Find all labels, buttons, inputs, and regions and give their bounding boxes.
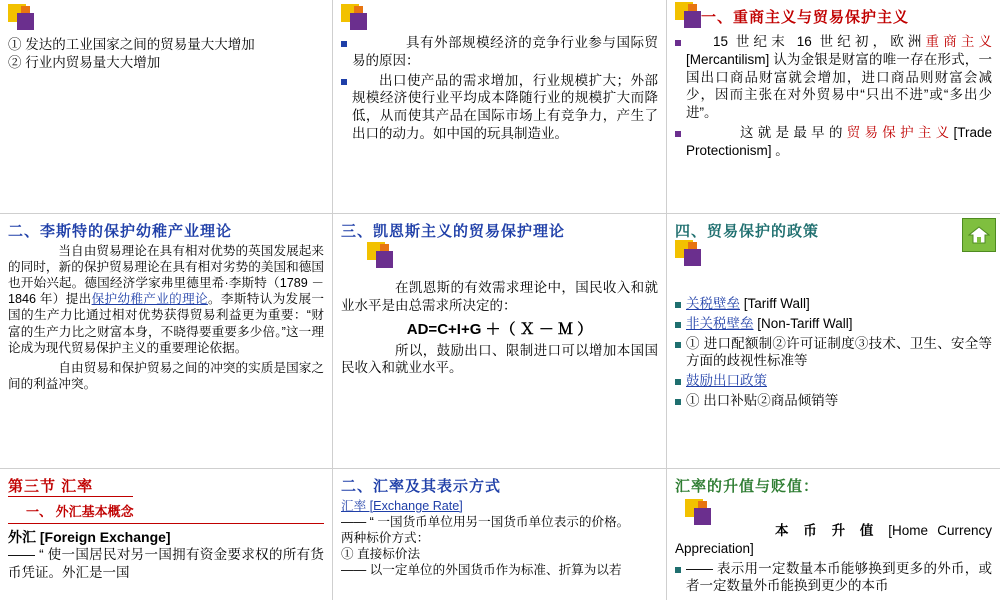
decorative-logo-icon (675, 2, 701, 28)
slide-1-bullet-1: ① 发达的工业国家之间的贸易量大大增加 (8, 37, 255, 52)
slide-5-para-2: 所以，鼓励出口、限制进口可以增加本国国民收入和就业水平。 (341, 342, 658, 376)
slide-5-formula: AD=C+I+G ＋（ Ｘ － Ｍ ） (406, 320, 593, 338)
slide-2 (333, 0, 667, 214)
slide-6-item-5 (675, 392, 992, 410)
slide-7 (0, 469, 333, 600)
slide-8-definition: —— “ 一国货币单位用另一国货币单位表示的价格。 (341, 515, 630, 530)
slide-6-item-2-keyword[interactable]: 非关税壁垒 (686, 315, 754, 331)
slide-5-title: 三、凯恩斯主义的贸易保护理论 (341, 223, 566, 240)
slide-1 (0, 0, 333, 214)
square-bullet-icon (675, 567, 681, 573)
slide-8-term[interactable]: 汇率 [Exchange Rate] (341, 499, 463, 513)
slide-3-title: 一、重商主义与贸易保护主义 (701, 9, 910, 26)
home-icon[interactable] (962, 218, 996, 252)
slide-9-definition-row (675, 560, 992, 596)
square-bullet-icon (675, 342, 681, 348)
square-bullet-icon (675, 322, 681, 328)
slide-3-para1-a: 15 世纪末 16 世纪初，欧洲 (713, 34, 926, 49)
slide-2-bullet-1 (341, 34, 658, 70)
slide-3-keyword-protectionism: 贸易保护主义 (846, 125, 954, 141)
slide-2-bullet-2 (341, 72, 658, 143)
slide-8-title: 二、汇率及其表示方式 (341, 478, 502, 495)
slide-8-line-3: 两种标价方式： (341, 531, 430, 546)
decorative-logo-icon (685, 499, 711, 525)
square-bullet-icon (675, 379, 681, 385)
square-bullet-icon (341, 79, 347, 85)
slide-4-para-2: 自由贸易和保护贸易之间的冲突的实质是国家之间的利益冲突。 (8, 360, 324, 391)
slide-4-keyword-infant-industry: 保护幼稚产业的理论 (91, 292, 208, 307)
slide-6-item-3 (675, 335, 992, 371)
slide-3 (667, 0, 1000, 214)
slide-3-para2-b: [Trade Protectionism] 。 (686, 125, 992, 158)
square-bullet-icon (675, 302, 681, 308)
slide-3-para-1 (675, 33, 992, 122)
square-bullet-icon (675, 131, 681, 137)
slide-7-definition: —— “ 使一国居民对另一国拥有资金要求权的所有货币凭证。外汇是一国 (8, 547, 324, 581)
slide-6-title: 四、贸易保护的政策 (675, 223, 820, 240)
slide-8-line-5: —— 以一定单位的外国货币作为标准、折算为以若 (341, 563, 622, 578)
slide-6-item-3-text: ① 进口配额制②许可证制度③技术、卫生、安全等方面的歧视性标准等 (686, 335, 992, 369)
slide-4-para1-a: 当自由贸易理论在具有相对优势的英国发展起来的同时，新的保护贸易理论在具有相对劣势的美国和德国也开始兴起。德国经济学家弗里德里希·李斯特（1789 － 1846 年）提出 (8, 244, 324, 307)
slide-2-bullet-1-text: 具有外部规模经济的竞争行业参与国际贸易的原因： (352, 35, 658, 68)
slide-5 (333, 214, 667, 469)
slide-3-keyword-mercantilism: 重商主义 (925, 34, 992, 49)
decorative-logo-icon (367, 242, 393, 268)
slide-8 (333, 469, 667, 600)
square-bullet-icon (341, 41, 347, 47)
slide-6-item-1-keyword[interactable]: 关税壁垒 (686, 296, 740, 311)
slide-9-title: 汇率的升值与贬值： (675, 478, 820, 495)
slide-6-item-5-text: ① 出口补贴②商品倾销等 (686, 393, 839, 409)
slide-2-bullet-2-text: 出口使产品的需求增加，行业规模扩大；外部规模经济使行业平均成本降随行业的规模扩大而降低，从而使其产品在国际市场上有竞争力，产生了出口的动力。如中国的玩具制造业。 (352, 72, 658, 142)
slide-8-line-4: ① 直接标价法 (341, 547, 421, 562)
slide-9-term-en: [Home Currency Appreciation] (675, 523, 992, 556)
slide-9 (667, 469, 1000, 600)
slide-1-bullet-2: ② 行业内贸易量大大增加 (8, 54, 161, 70)
slide-4-para1-b: 。李斯特认为发展一国的生产力比通过相对优势获得贸易利益更为重要：“财富的生产力比之财富本身，不晓得要重要多少倍。”这一理论成为现代贸易保护主义的重要理论依据。 (8, 292, 325, 355)
slide-3-para1-b: [Mercantilism] 认为金银是财富的唯一存在形式，一国出口商品财富就会增加，进口商品则财富会减少，因而主张在对外贸易中“只出不进”或“多出少进”。 (686, 51, 992, 121)
slide-6-item-1-en: [Tariff Wall] (740, 296, 810, 311)
slide-6-item-4 (675, 372, 992, 390)
slide-6-item-1 (675, 295, 992, 313)
decorative-logo-icon (341, 4, 367, 30)
slide-6-item-2-en: [Non-Tariff Wall] (753, 315, 853, 331)
square-bullet-icon (675, 399, 681, 405)
slide-7-term: 外汇 [Foreign Exchange] (8, 529, 171, 545)
slide-6 (667, 214, 1000, 469)
slide-3-para2-a: 这就是最早的 (740, 125, 847, 141)
slide-4 (0, 214, 333, 469)
decorative-logo-icon (8, 4, 34, 30)
slide-7-subtitle: 一、 外汇基本概念 (26, 504, 134, 519)
slide-6-item-4-keyword[interactable]: 鼓励出口政策 (686, 373, 767, 389)
slide-6-item-2 (675, 315, 992, 333)
decorative-logo-icon (675, 240, 701, 266)
slide-3-para-2 (675, 124, 992, 160)
slide-9-term-cn: 本 币 升 值 (775, 523, 879, 538)
square-bullet-icon (675, 40, 681, 46)
slide-9-definition: —— 表示用一定数量本币能够换到更多的外币，或者一定数量外币能换到更少的本币 (686, 560, 992, 594)
slide-4-title: 二、李斯特的保护幼稚产业理论 (8, 223, 233, 240)
slide-5-para-1: 在凯恩斯的有效需求理论中，国民收入和就业水平是由总需求所决定的： (341, 280, 658, 313)
slide-7-title: 第三节 汇率 (8, 475, 133, 497)
divider (8, 523, 324, 524)
